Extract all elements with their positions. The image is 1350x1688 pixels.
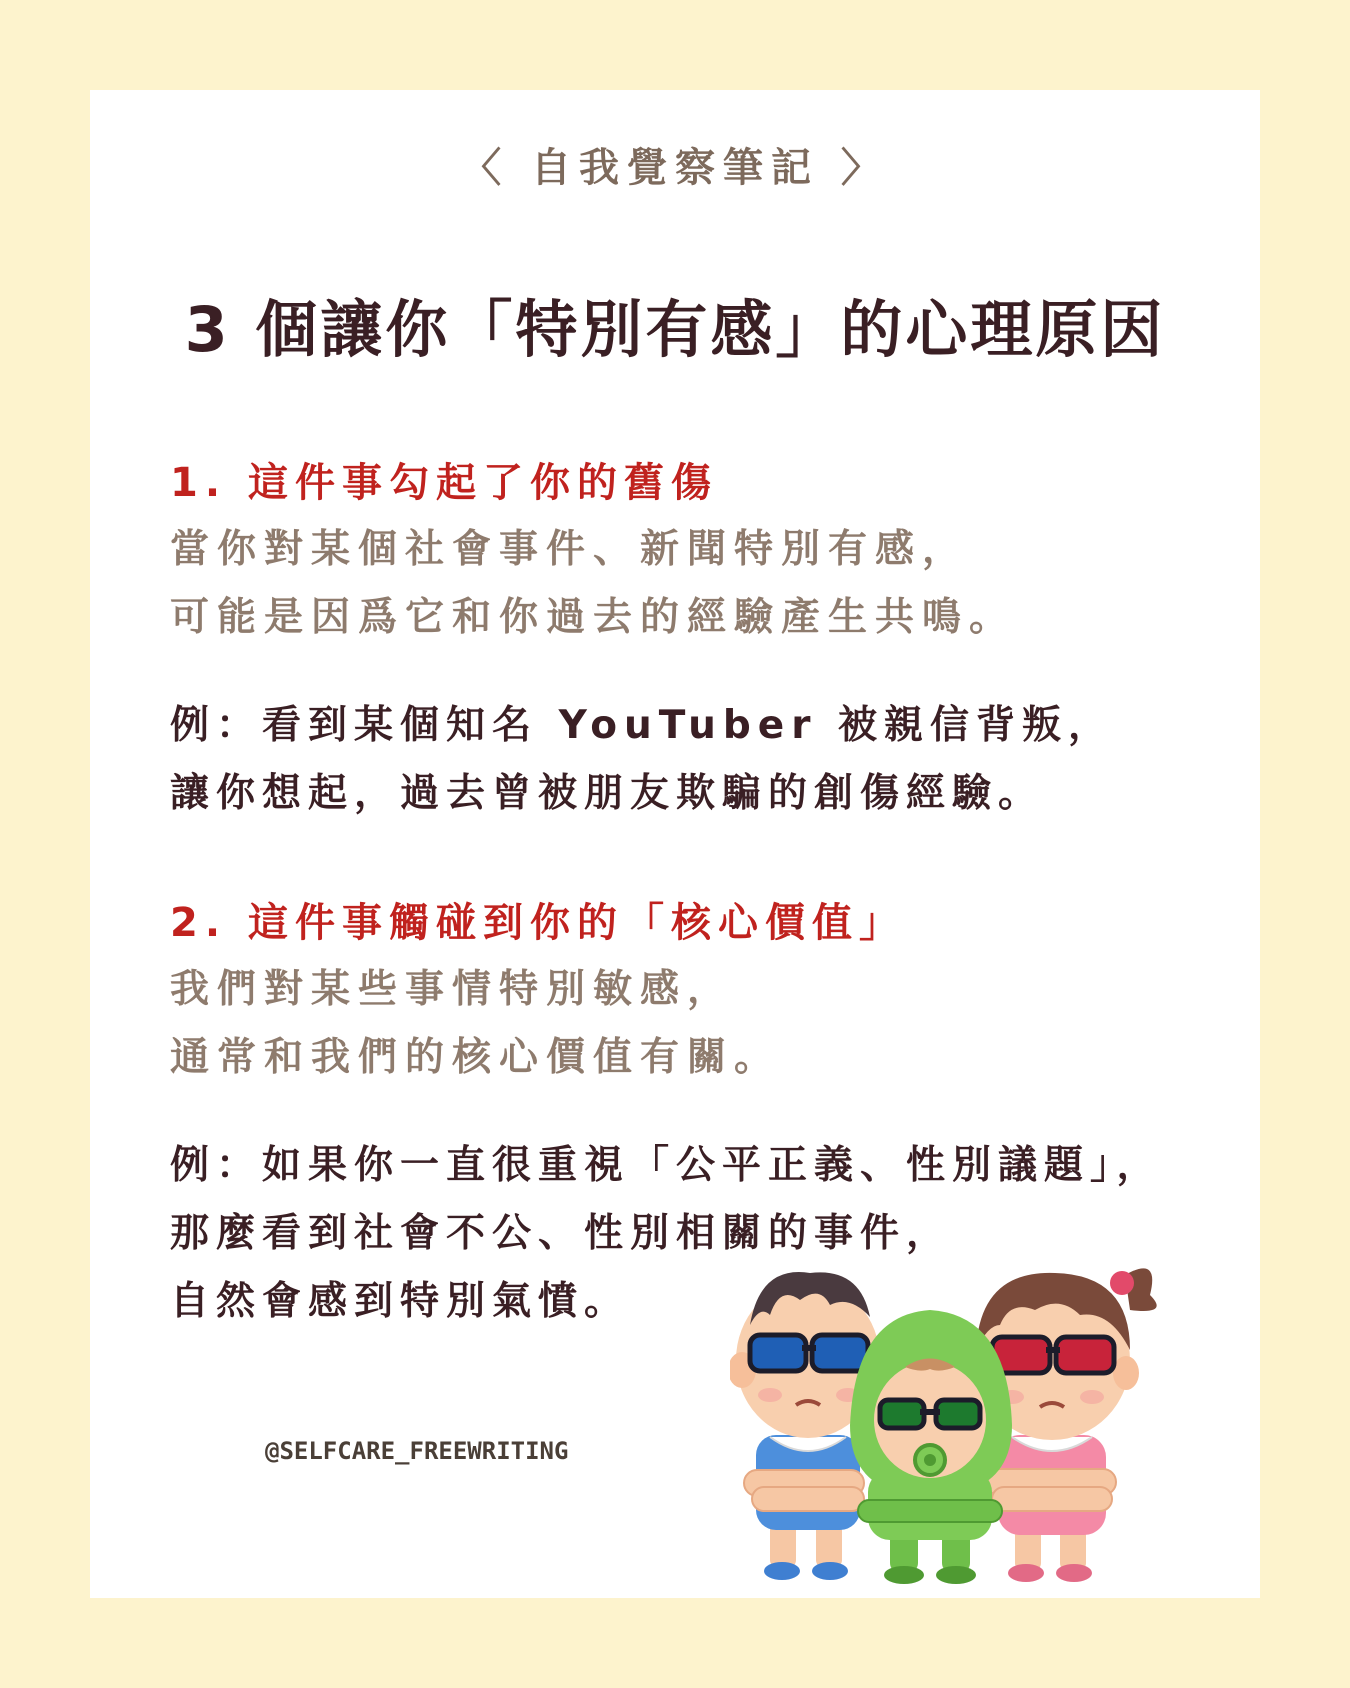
section-2-body-line: 通常和我們的核心價值有關。 <box>170 1035 782 1080</box>
kids-sunglasses-illustration <box>730 1255 1250 1585</box>
section-2-heading: 2. 這件事觸碰到你的「核心價值」 <box>170 900 906 946</box>
section-1-body-line: 當你對某個社會事件、新聞特別有感， <box>170 527 970 572</box>
section-2-body-line: 我們對某些事情特別敏感， <box>170 967 735 1012</box>
section-2-example-line: 那麼看到社會不公、性別相關的事件， <box>170 1211 953 1256</box>
section-1-body-line: 可能是因爲它和你過去的經驗產生共鳴。 <box>170 595 1017 640</box>
baby-figure <box>850 1310 1012 1584</box>
section-1-heading: 1. 這件事勾起了你的舊傷 <box>170 460 718 506</box>
section-2-example-line: 自然會感到特別氣憤。 <box>170 1279 631 1324</box>
social-handle: @SELFCARE_FREEWRITING <box>265 1437 569 1465</box>
section-1-example <box>170 692 1230 828</box>
page-title: 3 個讓你「特別有感」的心理原因 <box>184 293 1166 366</box>
section-1-example-line: 例：看到某個知名 YouTuber 被親信背叛， <box>170 703 1115 748</box>
section-1-example-line: 讓你想起，過去曾被朋友欺騙的創傷經驗。 <box>170 771 1045 816</box>
section-2-body <box>170 956 1230 1092</box>
section-1 <box>170 450 1230 828</box>
series-label: 〈 自我覺察筆記 〉 <box>461 145 889 191</box>
section-1-body <box>170 516 1230 652</box>
section-2-example-line: 例：如果你一直很重視「公平正義、性別議題」， <box>170 1143 1163 1188</box>
